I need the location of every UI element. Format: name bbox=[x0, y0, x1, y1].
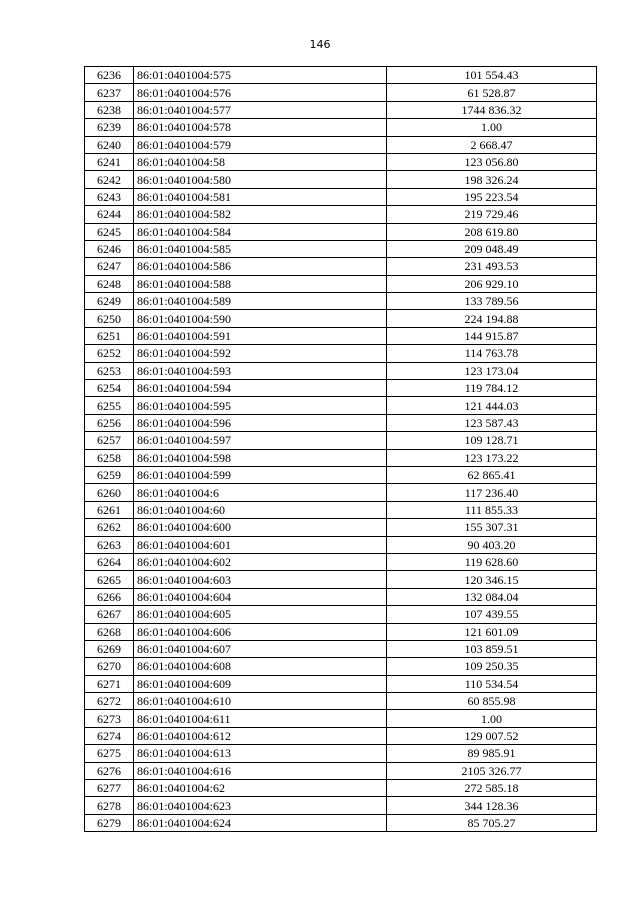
value-cell: 208 619.80 bbox=[387, 223, 597, 240]
value-cell: 107 439.55 bbox=[387, 606, 597, 623]
row-number-cell: 6242 bbox=[85, 171, 134, 188]
value-cell: 2 668.47 bbox=[387, 136, 597, 153]
table-row bbox=[85, 553, 597, 570]
row-number-cell: 6236 bbox=[85, 67, 134, 84]
row-number-cell: 6274 bbox=[85, 727, 134, 744]
table-row bbox=[85, 745, 597, 762]
table-row bbox=[85, 84, 597, 101]
cadastral-number-cell: 86:01:0401004:579 bbox=[134, 136, 387, 153]
table-row bbox=[85, 693, 597, 710]
value-cell: 103 859.51 bbox=[387, 640, 597, 657]
page-number: 146 bbox=[309, 38, 331, 51]
row-number-cell: 6273 bbox=[85, 710, 134, 727]
cadastral-number-cell: 86:01:0401004:624 bbox=[134, 814, 387, 831]
table-row bbox=[85, 727, 597, 744]
cadastral-number-cell: 86:01:0401004:608 bbox=[134, 658, 387, 675]
cadastral-number-cell: 86:01:0401004:597 bbox=[134, 432, 387, 449]
cadastral-number-cell: 86:01:0401004:586 bbox=[134, 258, 387, 275]
cadastral-number-cell: 86:01:0401004:576 bbox=[134, 84, 387, 101]
row-number-cell: 6275 bbox=[85, 745, 134, 762]
value-cell: 61 528.87 bbox=[387, 84, 597, 101]
value-cell: 155 307.31 bbox=[387, 519, 597, 536]
row-number-cell: 6248 bbox=[85, 275, 134, 292]
cadastral-number-cell: 86:01:0401004:610 bbox=[134, 693, 387, 710]
table-row bbox=[85, 432, 597, 449]
value-cell: 132 084.04 bbox=[387, 588, 597, 605]
table-row bbox=[85, 606, 597, 623]
row-number-cell: 6260 bbox=[85, 484, 134, 501]
table-row bbox=[85, 345, 597, 362]
cadastral-number-cell: 86:01:0401004:612 bbox=[134, 727, 387, 744]
cadastral-number-cell: 86:01:0401004:602 bbox=[134, 553, 387, 570]
cadastral-number-cell: 86:01:0401004:581 bbox=[134, 188, 387, 205]
table-row bbox=[85, 258, 597, 275]
table-row bbox=[85, 380, 597, 397]
cadastral-number-cell: 86:01:0401004:590 bbox=[134, 310, 387, 327]
row-number-cell: 6268 bbox=[85, 623, 134, 640]
row-number-cell: 6240 bbox=[85, 136, 134, 153]
cadastral-number-cell: 86:01:0401004:601 bbox=[134, 536, 387, 553]
value-cell: 119 784.12 bbox=[387, 380, 597, 397]
cadastral-number-cell: 86:01:0401004:585 bbox=[134, 240, 387, 257]
row-number-cell: 6270 bbox=[85, 658, 134, 675]
value-cell: 119 628.60 bbox=[387, 553, 597, 570]
table-row bbox=[85, 119, 597, 136]
value-cell: 2105 326.77 bbox=[387, 762, 597, 779]
row-number-cell: 6265 bbox=[85, 571, 134, 588]
value-cell: 89 985.91 bbox=[387, 745, 597, 762]
table-row bbox=[85, 797, 597, 814]
table-row bbox=[85, 153, 597, 170]
row-number-cell: 6279 bbox=[85, 814, 134, 831]
cadastral-table bbox=[84, 66, 597, 832]
row-number-cell: 6277 bbox=[85, 780, 134, 797]
cadastral-number-cell: 86:01:0401004:577 bbox=[134, 101, 387, 118]
row-number-cell: 6257 bbox=[85, 432, 134, 449]
cadastral-number-cell: 86:01:0401004:584 bbox=[134, 223, 387, 240]
value-cell: 224 194.88 bbox=[387, 310, 597, 327]
cadastral-number-cell: 86:01:0401004:596 bbox=[134, 414, 387, 431]
cadastral-number-cell: 86:01:0401004:591 bbox=[134, 327, 387, 344]
row-number-cell: 6249 bbox=[85, 293, 134, 310]
table-row bbox=[85, 588, 597, 605]
table-row bbox=[85, 206, 597, 223]
table-row bbox=[85, 101, 597, 118]
value-cell: 195 223.54 bbox=[387, 188, 597, 205]
row-number-cell: 6238 bbox=[85, 101, 134, 118]
table-row bbox=[85, 762, 597, 779]
cadastral-number-cell: 86:01:0401004:60 bbox=[134, 501, 387, 518]
row-number-cell: 6276 bbox=[85, 762, 134, 779]
value-cell: 117 236.40 bbox=[387, 484, 597, 501]
table-row bbox=[85, 519, 597, 536]
value-cell: 62 865.41 bbox=[387, 466, 597, 483]
table-row bbox=[85, 414, 597, 431]
value-cell: 123 587.43 bbox=[387, 414, 597, 431]
value-cell: 144 915.87 bbox=[387, 327, 597, 344]
value-cell: 60 855.98 bbox=[387, 693, 597, 710]
value-cell: 1.00 bbox=[387, 119, 597, 136]
value-cell: 209 048.49 bbox=[387, 240, 597, 257]
table-row bbox=[85, 814, 597, 831]
cadastral-number-cell: 86:01:0401004:607 bbox=[134, 640, 387, 657]
value-cell: 231 493.53 bbox=[387, 258, 597, 275]
table-row bbox=[85, 466, 597, 483]
cadastral-number-cell: 86:01:0401004:623 bbox=[134, 797, 387, 814]
row-number-cell: 6243 bbox=[85, 188, 134, 205]
cadastral-number-cell: 86:01:0401004:580 bbox=[134, 171, 387, 188]
value-cell: 206 929.10 bbox=[387, 275, 597, 292]
cadastral-number-cell: 86:01:0401004:606 bbox=[134, 623, 387, 640]
value-cell: 109 128.71 bbox=[387, 432, 597, 449]
cadastral-number-cell: 86:01:0401004:613 bbox=[134, 745, 387, 762]
table-row bbox=[85, 710, 597, 727]
cadastral-number-cell: 86:01:0401004:616 bbox=[134, 762, 387, 779]
cadastral-number-cell: 86:01:0401004:600 bbox=[134, 519, 387, 536]
value-cell: 120 346.15 bbox=[387, 571, 597, 588]
table-row bbox=[85, 327, 597, 344]
row-number-cell: 6250 bbox=[85, 310, 134, 327]
cadastral-number-cell: 86:01:0401004:6 bbox=[134, 484, 387, 501]
cadastral-number-cell: 86:01:0401004:609 bbox=[134, 675, 387, 692]
table-row bbox=[85, 658, 597, 675]
value-cell: 219 729.46 bbox=[387, 206, 597, 223]
cadastral-number-cell: 86:01:0401004:598 bbox=[134, 449, 387, 466]
table-row bbox=[85, 293, 597, 310]
cadastral-number-cell: 86:01:0401004:578 bbox=[134, 119, 387, 136]
cadastral-number-cell: 86:01:0401004:593 bbox=[134, 362, 387, 379]
table-row bbox=[85, 136, 597, 153]
value-cell: 198 326.24 bbox=[387, 171, 597, 188]
table-row bbox=[85, 310, 597, 327]
row-number-cell: 6246 bbox=[85, 240, 134, 257]
table-row bbox=[85, 275, 597, 292]
cadastral-number-cell: 86:01:0401004:594 bbox=[134, 380, 387, 397]
value-cell: 90 403.20 bbox=[387, 536, 597, 553]
row-number-cell: 6269 bbox=[85, 640, 134, 657]
cadastral-number-cell: 86:01:0401004:582 bbox=[134, 206, 387, 223]
row-number-cell: 6245 bbox=[85, 223, 134, 240]
table-row bbox=[85, 571, 597, 588]
table-row bbox=[85, 223, 597, 240]
cadastral-number-cell: 86:01:0401004:588 bbox=[134, 275, 387, 292]
row-number-cell: 6253 bbox=[85, 362, 134, 379]
row-number-cell: 6244 bbox=[85, 206, 134, 223]
table-row bbox=[85, 362, 597, 379]
value-cell: 1.00 bbox=[387, 710, 597, 727]
value-cell: 101 554.43 bbox=[387, 67, 597, 84]
row-number-cell: 6239 bbox=[85, 119, 134, 136]
row-number-cell: 6261 bbox=[85, 501, 134, 518]
cadastral-number-cell: 86:01:0401004:62 bbox=[134, 780, 387, 797]
row-number-cell: 6272 bbox=[85, 693, 134, 710]
table-row bbox=[85, 675, 597, 692]
cadastral-number-cell: 86:01:0401004:604 bbox=[134, 588, 387, 605]
value-cell: 1744 836.32 bbox=[387, 101, 597, 118]
table-row bbox=[85, 780, 597, 797]
value-cell: 272 585.18 bbox=[387, 780, 597, 797]
cadastral-number-cell: 86:01:0401004:611 bbox=[134, 710, 387, 727]
row-number-cell: 6247 bbox=[85, 258, 134, 275]
table-row bbox=[85, 623, 597, 640]
value-cell: 123 173.04 bbox=[387, 362, 597, 379]
table-row bbox=[85, 171, 597, 188]
row-number-cell: 6241 bbox=[85, 153, 134, 170]
row-number-cell: 6259 bbox=[85, 466, 134, 483]
row-number-cell: 6252 bbox=[85, 345, 134, 362]
table-row bbox=[85, 640, 597, 657]
table-row bbox=[85, 501, 597, 518]
row-number-cell: 6267 bbox=[85, 606, 134, 623]
row-number-cell: 6237 bbox=[85, 84, 134, 101]
table-row bbox=[85, 449, 597, 466]
value-cell: 111 855.33 bbox=[387, 501, 597, 518]
table-row bbox=[85, 536, 597, 553]
cadastral-number-cell: 86:01:0401004:595 bbox=[134, 397, 387, 414]
value-cell: 133 789.56 bbox=[387, 293, 597, 310]
cadastral-number-cell: 86:01:0401004:599 bbox=[134, 466, 387, 483]
table-row bbox=[85, 484, 597, 501]
value-cell: 123 173.22 bbox=[387, 449, 597, 466]
value-cell: 85 705.27 bbox=[387, 814, 597, 831]
row-number-cell: 6258 bbox=[85, 449, 134, 466]
value-cell: 114 763.78 bbox=[387, 345, 597, 362]
cadastral-number-cell: 86:01:0401004:605 bbox=[134, 606, 387, 623]
table-body bbox=[85, 67, 597, 832]
table-row bbox=[85, 67, 597, 84]
row-number-cell: 6251 bbox=[85, 327, 134, 344]
cadastral-number-cell: 86:01:0401004:58 bbox=[134, 153, 387, 170]
value-cell: 110 534.54 bbox=[387, 675, 597, 692]
row-number-cell: 6266 bbox=[85, 588, 134, 605]
row-number-cell: 6278 bbox=[85, 797, 134, 814]
value-cell: 121 444.03 bbox=[387, 397, 597, 414]
table-row bbox=[85, 240, 597, 257]
value-cell: 129 007.52 bbox=[387, 727, 597, 744]
row-number-cell: 6255 bbox=[85, 397, 134, 414]
cadastral-number-cell: 86:01:0401004:575 bbox=[134, 67, 387, 84]
table-row bbox=[85, 188, 597, 205]
cadastral-number-cell: 86:01:0401004:592 bbox=[134, 345, 387, 362]
cadastral-number-cell: 86:01:0401004:589 bbox=[134, 293, 387, 310]
row-number-cell: 6263 bbox=[85, 536, 134, 553]
row-number-cell: 6264 bbox=[85, 553, 134, 570]
value-cell: 344 128.36 bbox=[387, 797, 597, 814]
value-cell: 109 250.35 bbox=[387, 658, 597, 675]
row-number-cell: 6254 bbox=[85, 380, 134, 397]
value-cell: 121 601.09 bbox=[387, 623, 597, 640]
row-number-cell: 6256 bbox=[85, 414, 134, 431]
row-number-cell: 6262 bbox=[85, 519, 134, 536]
table-row bbox=[85, 397, 597, 414]
value-cell: 123 056.80 bbox=[387, 153, 597, 170]
row-number-cell: 6271 bbox=[85, 675, 134, 692]
cadastral-number-cell: 86:01:0401004:603 bbox=[134, 571, 387, 588]
